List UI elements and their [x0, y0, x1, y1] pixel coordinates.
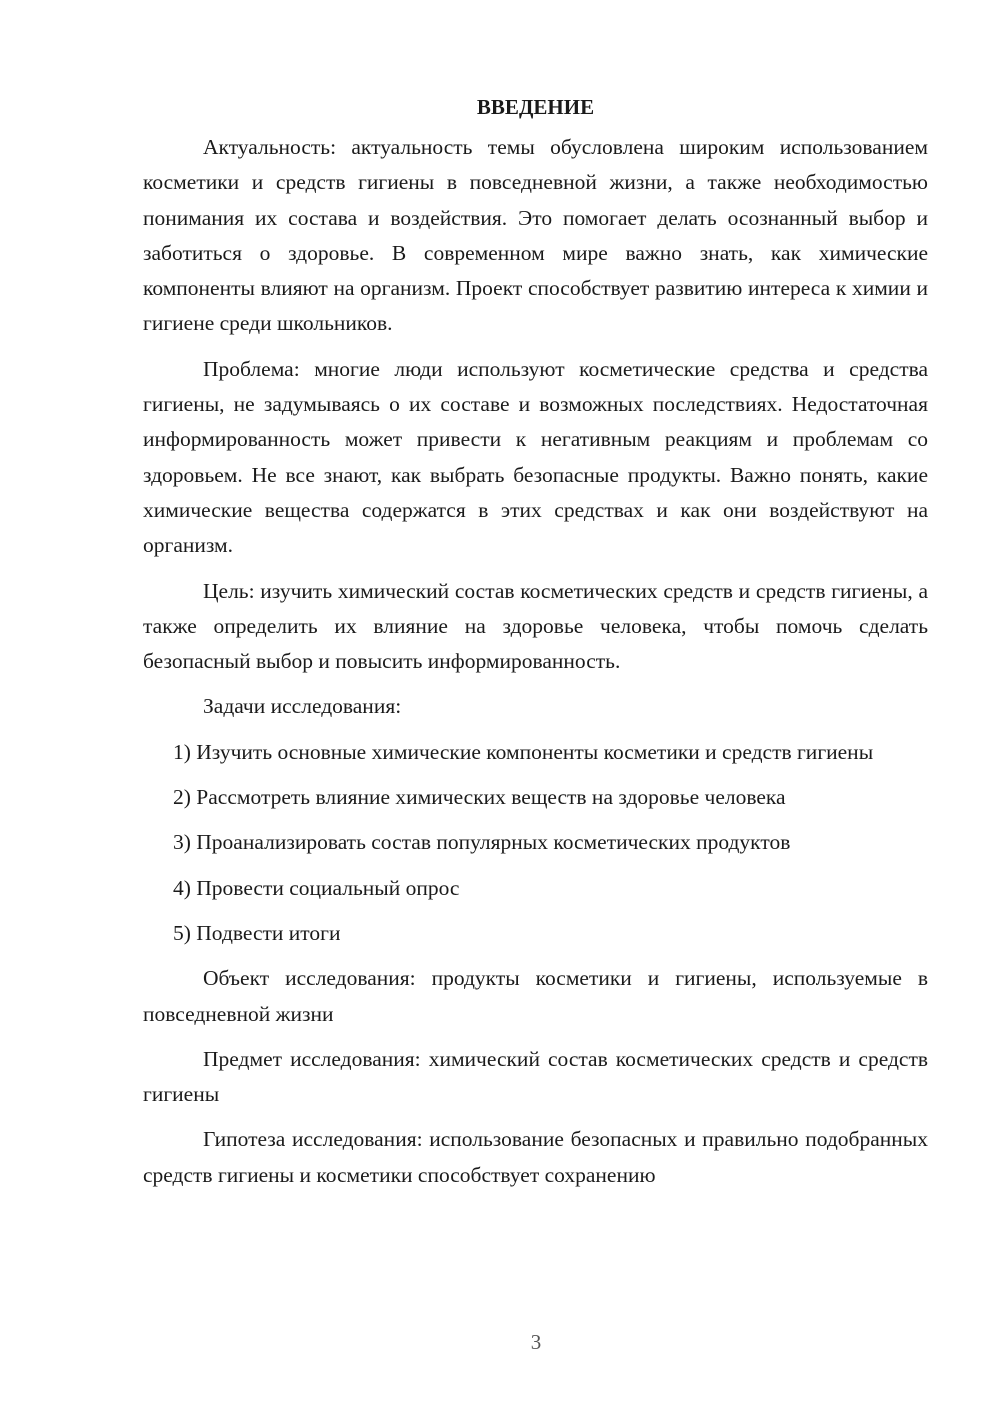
tasks-title: Задачи исследования:	[203, 694, 402, 719]
task-item: 4) Провести социальный опрос	[173, 875, 460, 900]
task-item: 2) Рассмотреть влияние химических веществ на здоровье человека	[173, 785, 786, 810]
page-number: 3	[530, 1330, 542, 1354]
task-item: 3) Проанализировать состав популярных косметических продуктов	[173, 830, 791, 855]
page-title: ВВЕДЕНИЕ	[476, 95, 595, 119]
object-paragraph: Объект исследования: продукты косметики и гигиены, используемые в повседневной жизни	[143, 966, 928, 1026]
relevance-paragraph: Актуальность: актуальность темы обусловлена широким использованием косметики и средств гигиены в повседневной жизни, а также необходимостью понимания их состава и воздействия. Это помогает делать осознанный выбор и заботиться о здоровье. В современном мире важно знать, как химические компоненты влияют на организм. Проект способствует развитию интереса к химии и гигиене среди школьников.	[143, 135, 928, 336]
document-page	[143, 90, 928, 1203]
problem-paragraph: Проблема: многие люди используют косметические средства и средства гигиены, не задумываясь о их составе и возможных последствиях. Недостаточная информированность может привести к негативным реакциям и проблемам со здоровьем. Не все знают, как выбрать безопасные продукты. Важно понять, какие химические вещества содержатся в этих средствах и как они воздействуют на организм.	[143, 356, 928, 558]
task-item: 5) Подвести итоги	[173, 920, 341, 945]
task-item: 1) Изучить основные химические компоненты косметики и средств гигиены	[173, 739, 874, 764]
subject-paragraph: Предмет исследования: химический состав косметических средств и средств гигиены	[143, 1046, 928, 1107]
goal-paragraph: Цель: изучить химический состав косметических средств и средств гигиены, а также определить их влияние на здоровье человека, чтобы помочь сделать безопасный выбор и повысить информированность.	[143, 578, 928, 674]
hypothesis-paragraph: Гипотеза исследования: использование безопасных и правильно подобранных средств гигиены и косметики способствует сохранению	[143, 1127, 928, 1187]
